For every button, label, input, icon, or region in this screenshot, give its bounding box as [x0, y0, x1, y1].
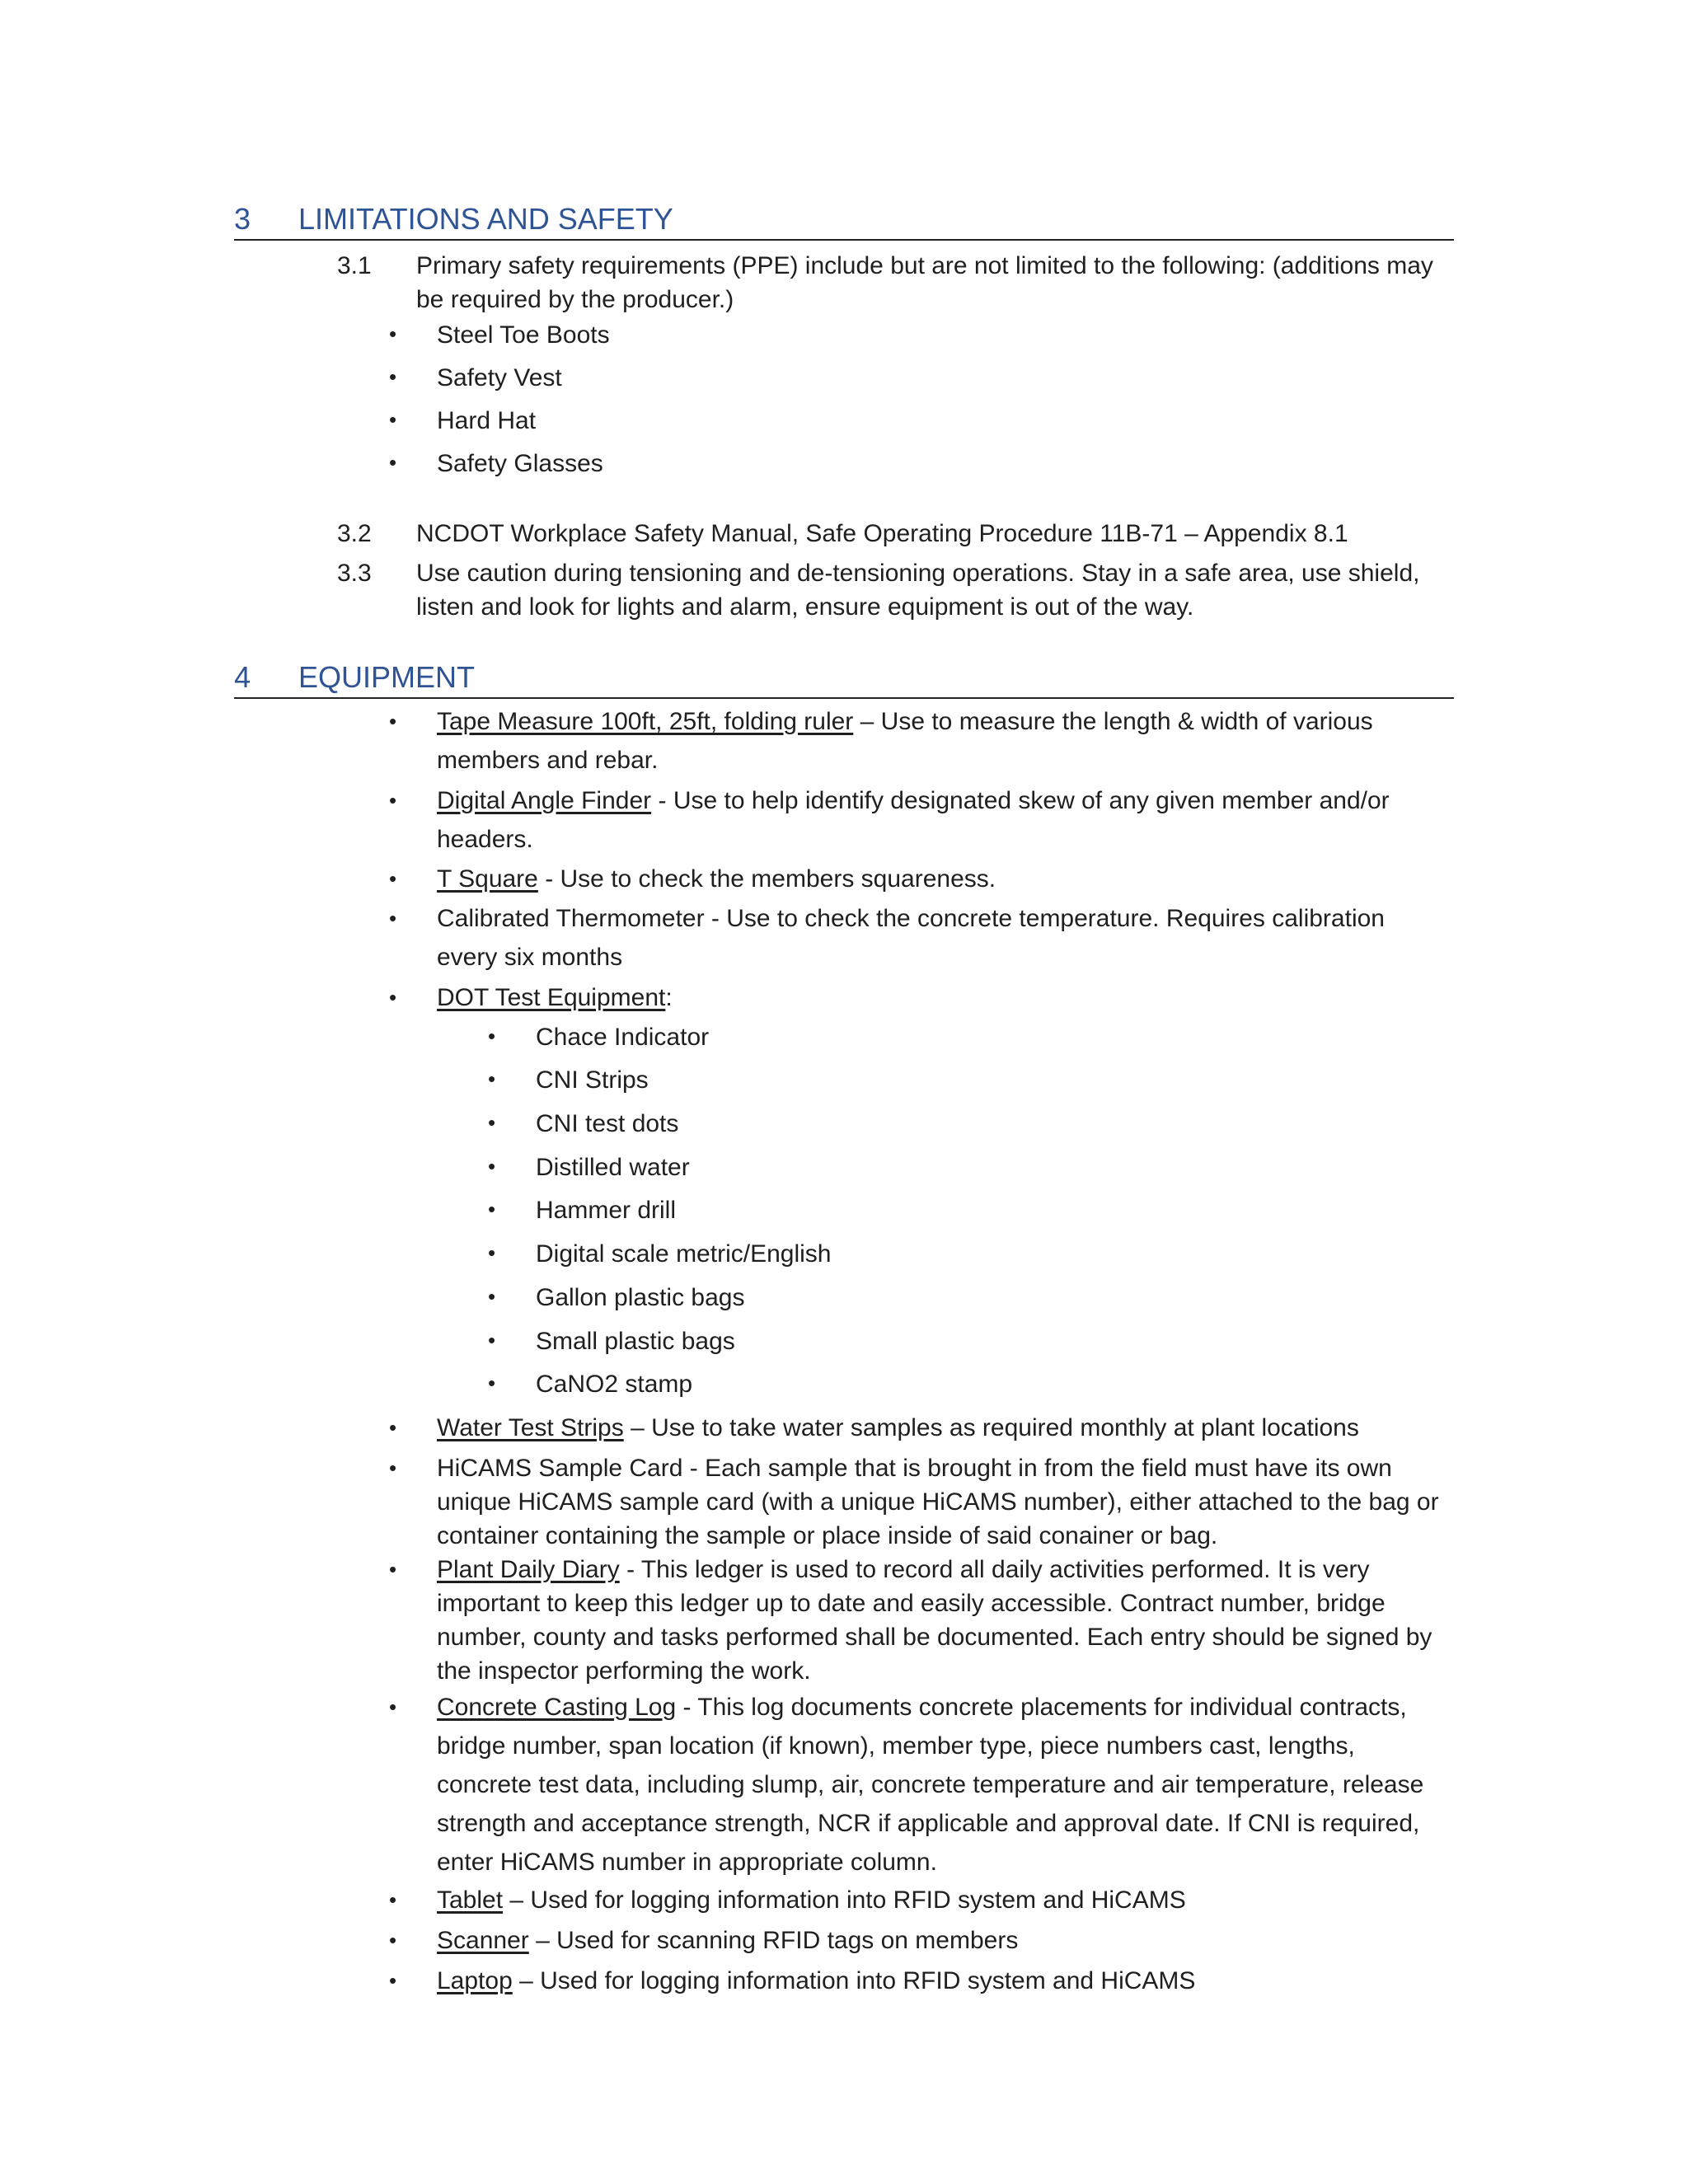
section-title: EQUIPMENT: [298, 660, 476, 694]
equipment-desc: :: [665, 984, 673, 1011]
bullet-icon: •: [389, 450, 397, 475]
bullet-icon: •: [488, 1154, 496, 1179]
section-number: 4: [234, 660, 251, 694]
item-number: 3.3: [337, 560, 372, 587]
section-title: LIMITATIONS AND SAFETY: [298, 202, 673, 236]
equipment-desc: – Use to measure the length & width of various members and rebar.: [437, 708, 1373, 774]
bullet-icon: •: [488, 1110, 496, 1135]
bullet-icon: •: [389, 985, 397, 1010]
bullet-icon: •: [389, 1887, 397, 1912]
section-number: 3: [234, 202, 251, 236]
item-number: 3.1: [337, 252, 372, 279]
equipment-name: Digital Angle Finder: [437, 787, 652, 814]
section-3-heading: [234, 201, 1454, 241]
bullet-icon: •: [389, 709, 397, 733]
bullet-icon: •: [488, 1066, 496, 1091]
equipment-name: Water Test Strips: [437, 1414, 624, 1441]
bullet-icon: •: [488, 1024, 496, 1048]
bullet-icon: •: [488, 1328, 496, 1352]
document-page: 3 LIMITATIONS AND SAFETY 3.1 Primary safety requirements (PPE) include but are not limited to the following: (additions may be required by the producer.) • Steel Toe Boots • Safety Vest • Hard Hat • Safety Glasses 3.2 NCDOT Workplace Safety Manual, Safe Operating Procedure 11B-71 – Appendix 8.1 3.3 Use caution during tensioning and de-tensioning operations. Stay in a safe area, use shield, listen and look for lights and alarm, ensure equipment is out of the way. 4 EQUIPMENT • Tape Measure 100ft, 25ft, folding ruler – Use to measure the length & width of various members and rebar. • Digital Angle Finder - Use to help identify designated skew of any given member and/or headers. • T Square - Use to check the members squareness. • Calibrated Thermometer - Use to check the concrete temperature. Requires calibration every six months • DOT Test Equipment: • Chace Indicator • CNI Strips • CNI test dots • Distilled water • Hammer drill • Digital scale metric/English • Gallon plastic bags • Small plastic bags • CaNO2 stamp • Water Test Strips – Use to take water samples as required monthly at plant locations • HiCAMS Sample Card - Each sample that is brought in from the field must have its own unique HiCAMS sample card (with a unique HiCAMS number), either attached to the bag or container containing the sample or place inside of said conainer or bag. • Plant Daily Diary - This ledger is used to record all daily activities performed. It is very important to keep this ledger up to date and easily accessible. Contract number, bridge number, county and tasks performed shall be documented. Each entry should be signed by the inspector performing the work. • Concrete Casting Log - This log documents concrete placements for individual contracts, bridge number, span location (if known), member type, piece numbers cast, lengths, concrete test data, including slump, air, concrete temperature and air temperature, release strength and acceptance strength, NCR if applicable and approval date. If CNI is required, enter HiCAMS number in appropriate column. • Tablet – Used for logging information into RFID system and HiCAMS • Scanner – Used for scanning RFID tags on members • Laptop – Used for logging information into RFID system and HiCAMS: [0, 0, 1688, 2184]
bullet-icon: •: [488, 1240, 496, 1265]
bullet-icon: •: [389, 407, 397, 432]
equipment-desc: – Used for logging information into RFID system and HiCAMS: [503, 1886, 1186, 1914]
equipment-desc: - This ledger is used to record all daily activities performed. It is very important to keep this ledger up to date and easily accessible. Contract number, bridge number, county and tasks performed shall be documented. Each entry should be signed by the inspector performing the work.: [437, 1556, 1432, 1685]
equipment-desc: - This log documents concrete placements for individual contracts, bridge number, span location (if known), member type, piece numbers cast, lengths, concrete test data, including slump, air, concrete temperature and air temperature, release strength and acceptance strength, NCR if applicable and approval date. If CNI is required, enter HiCAMS number in appropriate column.: [437, 1694, 1424, 1876]
bullet-icon: •: [488, 1197, 496, 1221]
equipment-name: Tape Measure 100ft, 25ft, folding ruler: [437, 708, 854, 735]
bullet-icon: •: [389, 321, 397, 346]
bullet-icon: •: [389, 906, 397, 930]
item-text: NCDOT Workplace Safety Manual, Safe Operating Procedure 11B-71 – Appendix 8.1: [416, 520, 1348, 547]
equipment-desc: – Use to take water samples as required monthly at plant locations: [623, 1414, 1359, 1441]
equipment-name: Plant Daily Diary: [437, 1556, 620, 1583]
bullet-icon: •: [389, 866, 397, 891]
section-4-heading: [234, 659, 1454, 699]
item-text: Primary safety requirements (PPE) include but are not limited to the following: (additions may be required by the producer.): [416, 252, 1433, 313]
bullet-icon: •: [488, 1371, 496, 1395]
bullet-icon: •: [389, 1415, 397, 1440]
equipment-desc: HiCAMS Sample Card - Each sample that is brought in from the field must have its own unique HiCAMS sample card (with a unique HiCAMS number), either attached to the bag or container containing the sample or place inside of said conainer or bag.: [437, 1455, 1439, 1549]
bullet-icon: •: [488, 1284, 496, 1309]
equipment-name: Concrete Casting Log: [437, 1694, 677, 1721]
bullet-icon: •: [389, 1557, 397, 1582]
equipment-name: Tablet: [437, 1886, 504, 1914]
bullet-icon: •: [389, 788, 397, 813]
equipment-desc: – Used for logging information into RFID system and HiCAMS: [512, 1967, 1196, 1994]
equipment-name: DOT Test Equipment: [437, 984, 666, 1011]
bullet-icon: •: [389, 1928, 397, 1952]
equipment-desc: – Used for scanning RFID tags on members: [528, 1927, 1019, 1954]
bullet-icon: •: [389, 1694, 397, 1719]
bullet-icon: •: [389, 1968, 397, 1993]
equipment-desc: - Use to check the members squareness.: [537, 865, 996, 893]
item-text: Use caution during tensioning and de-tensioning operations. Stay in a safe area, use shield, listen and look for lights and alarm, ensure equipment is out of the way.: [416, 560, 1420, 621]
equipment-name: Laptop: [437, 1967, 513, 1994]
bullet-icon: •: [389, 364, 397, 389]
equipment-desc: - Use to help identify designated skew of any given member and/or headers.: [437, 787, 1390, 853]
equipment-name: Scanner: [437, 1927, 529, 1954]
equipment-desc: Calibrated Thermometer - Use to check the concrete temperature. Requires calibration every six months: [437, 905, 1385, 971]
bullet-icon: •: [389, 1455, 397, 1480]
equipment-name: T Square: [437, 865, 538, 893]
item-number: 3.2: [337, 520, 372, 547]
